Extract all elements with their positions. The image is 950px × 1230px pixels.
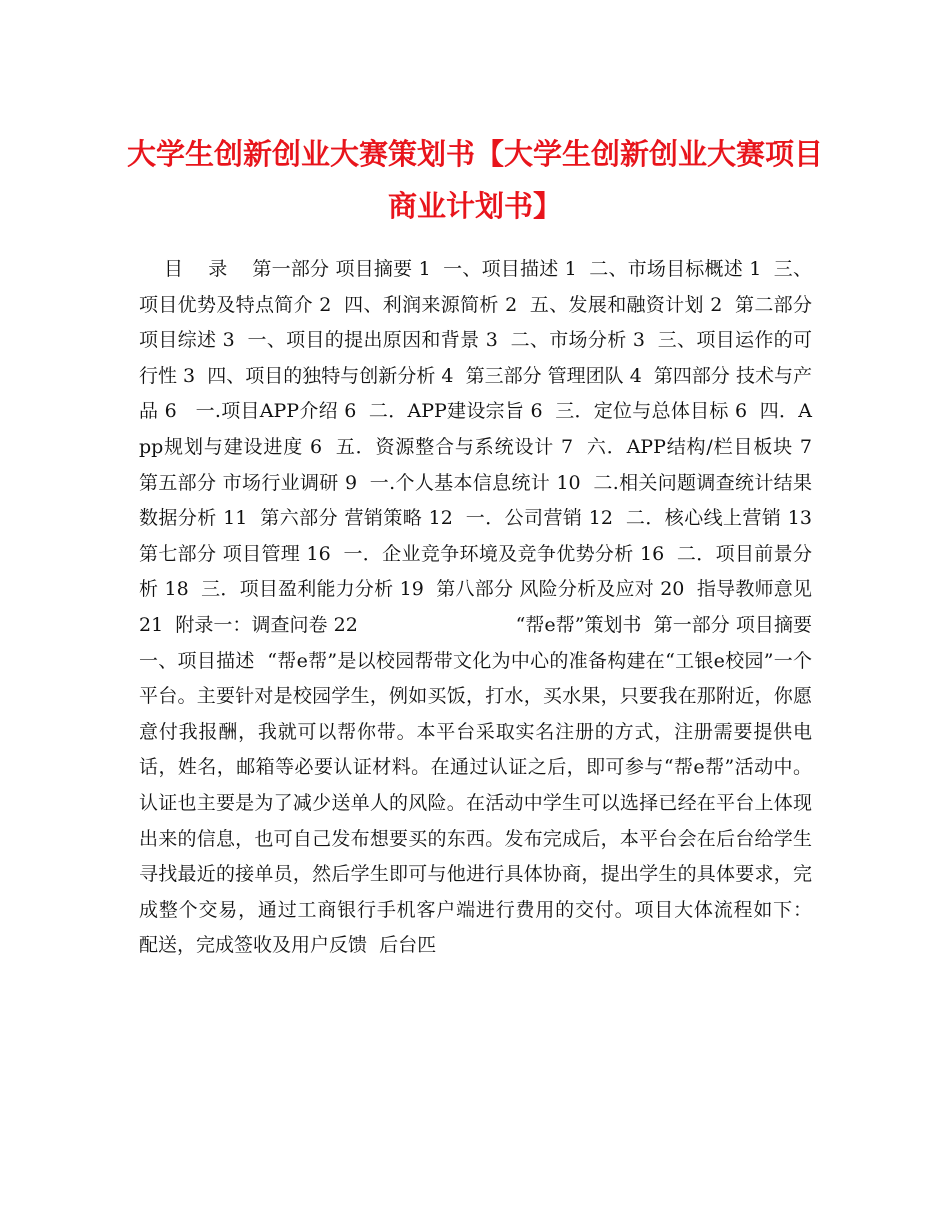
document-title: 大学生创新创业大赛策划书【大学生创新创业大赛项目商业计划书】 <box>126 137 823 223</box>
document-body: 目 录 第一部分 项目摘要 1 一、项目描述 1 二、市场目标概述 1 三、项目优势及特点简介 2 四、利润来源简析 2 五、发展和融资计划 2 第二部分 项目综述 3 一、项目的提出原因和背景 3 二、市场分析 3 三、项目运作的可行性 3 四、项目的独特与创新分析 4 第三部分 管理团队 4 第四部分 技术与产品 6 一.项目APP介绍 6 二．APP建设宗旨 6 三．定位与总体目标 6 四．App规划与建设进度 6 五．资源整合与系统设计 7 六．APP结构/栏目板块 7 第五部分 市场行业调研 9 一.个人基本信息统计 10 二.相关问题调查统计结果数据分析 11 第六部分 营销策略 12 一．公司营销 12 二．核心线上营销 13 第七部分 项目管理 16 一．企业竞争环境及竞争优势分析 16 二．项目前景分析 18 三．项目盈利能力分析 19 第八部分 风险分析及应对 20 指导教师意见 21 附录一：调查问卷 22 “帮e帮”策划书 第一部分 项目摘要 一、项目描述 “帮e帮”是以校园帮带文化为中心的准备构建在“工银e校园”一个平台。主要针对是校园学生，例如买饭，打水，买水果，只要我在那附近，你愿意付我报酬，我就可以帮你带。本平台采取实名注册的方式，注册需要提供电话，姓名，邮箱等必要认证材料。在通过认证之后，即可参与“帮e帮”活动中。认证也主要是为了减少送单人的风险。在活动中学生可以选择已经在平台上体现出来的信息，也可自己发布想要买的东西。发布完成后，本平台会在后台给学生寻找最近的接单员，然后学生即可与他进行具体协商，提出学生的具体要求，完成整个交易，通过工商银行手机客户端进行费用的交付。项目大体流程如下： 配送，完成签收及用户反馈 后台匹 <box>139 258 843 957</box>
